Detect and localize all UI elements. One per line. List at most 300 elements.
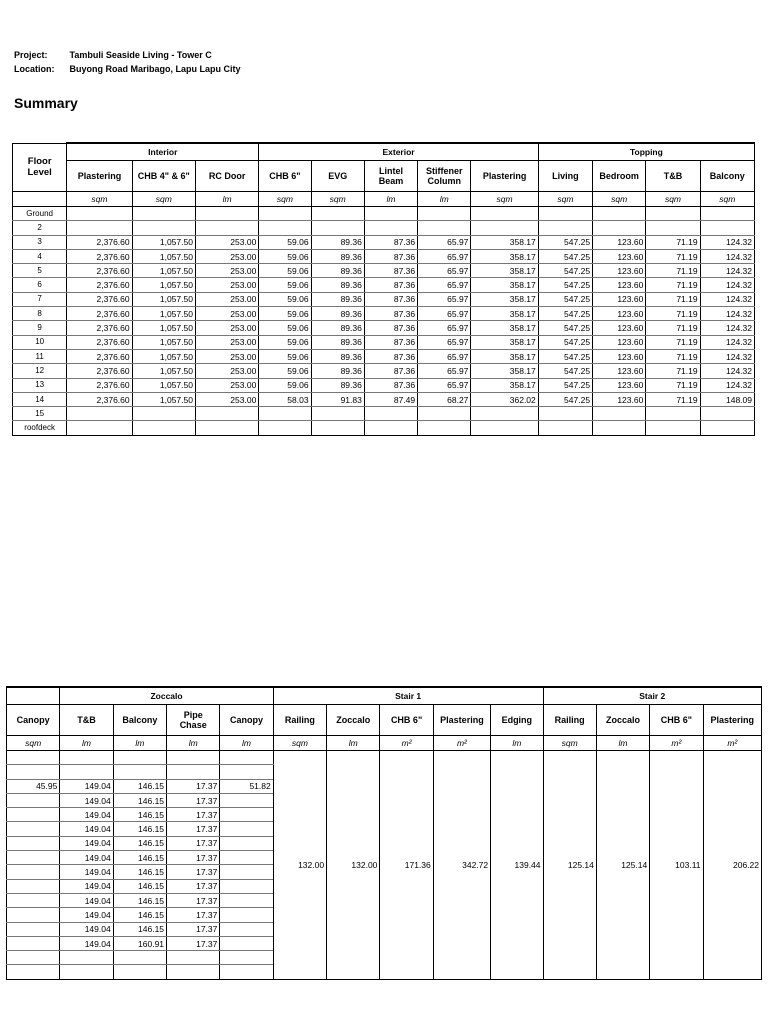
data-cell: [220, 951, 273, 965]
data-cell: [538, 407, 592, 421]
data-cell: 17.37: [167, 808, 220, 822]
table-row: [13, 407, 755, 421]
column-header: T&B: [60, 705, 113, 736]
data-cell: 89.36: [311, 235, 364, 249]
data-cell: 59.06: [259, 264, 311, 278]
column-header: Living: [538, 161, 592, 192]
data-cell: 123.60: [593, 249, 646, 263]
data-cell: 65.97: [418, 235, 471, 249]
data-cell: 2,376.60: [67, 378, 132, 392]
data-cell: 71.19: [646, 307, 700, 321]
data-cell: 547.25: [538, 292, 592, 306]
data-cell: 123.60: [593, 307, 646, 321]
data-cell: 2,376.60: [67, 235, 132, 249]
data-cell: 149.04: [60, 822, 113, 836]
data-cell: [418, 407, 471, 421]
unit-cell: m²: [650, 736, 703, 751]
data-cell: [220, 836, 273, 850]
data-cell: 124.32: [700, 249, 754, 263]
table-row: [13, 235, 755, 249]
floor-level-cell: 5: [13, 264, 67, 278]
data-cell: 65.97: [418, 349, 471, 363]
data-cell: 17.37: [167, 936, 220, 950]
data-cell: 123.60: [593, 292, 646, 306]
data-cell: 547.25: [538, 335, 592, 349]
stair-total-cell: 125.14: [596, 751, 649, 980]
data-cell: [646, 407, 700, 421]
data-cell: 124.32: [700, 378, 754, 392]
data-cell: 17.37: [167, 893, 220, 907]
data-cell: [311, 421, 364, 435]
data-cell: 358.17: [471, 321, 538, 335]
group-interior: Interior: [67, 143, 259, 161]
data-cell: [7, 936, 60, 950]
column-header: Pipe Chase: [167, 705, 220, 736]
data-cell: [60, 951, 113, 965]
group-blank: [7, 687, 60, 705]
data-cell: 87.36: [364, 235, 417, 249]
data-cell: 123.60: [593, 278, 646, 292]
data-cell: 1,057.50: [132, 378, 195, 392]
location-label: Location:: [14, 64, 55, 74]
table-row: [13, 249, 755, 263]
floor-level-cell: 13: [13, 378, 67, 392]
data-cell: 146.15: [113, 822, 166, 836]
data-cell: 89.36: [311, 364, 364, 378]
unit-cell: lm: [167, 736, 220, 751]
data-cell: 124.32: [700, 335, 754, 349]
unit-cell: lm: [60, 736, 113, 751]
data-cell: 253.00: [195, 249, 258, 263]
data-cell: [132, 407, 195, 421]
data-cell: [364, 421, 417, 435]
data-cell: [538, 221, 592, 235]
data-cell: [220, 851, 273, 865]
data-cell: [471, 221, 538, 235]
data-cell: 65.97: [418, 364, 471, 378]
data-cell: 87.36: [364, 264, 417, 278]
unit-cell: sqm: [7, 736, 60, 751]
group-stair2: Stair 2: [543, 687, 761, 705]
data-cell: [132, 207, 195, 221]
unit-cell: m²: [703, 736, 761, 751]
data-cell: 71.19: [646, 392, 700, 406]
data-cell: 2,376.60: [67, 349, 132, 363]
data-cell: [220, 965, 273, 979]
data-cell: 123.60: [593, 321, 646, 335]
data-cell: [167, 751, 220, 765]
data-cell: 71.19: [646, 249, 700, 263]
data-cell: 68.27: [418, 392, 471, 406]
data-cell: 358.17: [471, 264, 538, 278]
data-cell: 358.17: [471, 235, 538, 249]
unit-cell: lm: [195, 192, 258, 207]
data-cell: [646, 221, 700, 235]
data-cell: 89.36: [311, 378, 364, 392]
table-row: [13, 278, 755, 292]
data-cell: 547.25: [538, 378, 592, 392]
data-cell: 51.82: [220, 779, 273, 793]
data-cell: [311, 407, 364, 421]
data-cell: 358.17: [471, 378, 538, 392]
data-cell: 124.32: [700, 307, 754, 321]
data-cell: 87.36: [364, 292, 417, 306]
data-cell: 65.97: [418, 292, 471, 306]
column-header: Canopy: [7, 705, 60, 736]
data-cell: [220, 865, 273, 879]
unit-cell: sqm: [273, 736, 326, 751]
data-cell: 65.97: [418, 321, 471, 335]
data-cell: 358.17: [471, 249, 538, 263]
data-cell: [132, 421, 195, 435]
data-cell: 2,376.60: [67, 278, 132, 292]
data-cell: 123.60: [593, 264, 646, 278]
table-row: [7, 751, 762, 765]
data-cell: 124.32: [700, 292, 754, 306]
group-header-row: [13, 143, 755, 161]
data-cell: [418, 207, 471, 221]
column-header-row: [7, 705, 762, 736]
column-header: CHB 6": [259, 161, 311, 192]
group-header-row: [7, 687, 762, 705]
data-cell: 146.15: [113, 851, 166, 865]
column-header: Bedroom: [593, 161, 646, 192]
column-header: Railing: [543, 705, 596, 736]
data-cell: 253.00: [195, 278, 258, 292]
data-cell: 149.04: [60, 879, 113, 893]
data-cell: 1,057.50: [132, 264, 195, 278]
floor-level-header: Floor Level: [13, 143, 67, 192]
data-cell: [195, 407, 258, 421]
data-cell: 123.60: [593, 335, 646, 349]
table-row: [13, 421, 755, 435]
data-cell: 71.19: [646, 335, 700, 349]
data-cell: 2,376.60: [67, 264, 132, 278]
floor-level-cell: 11: [13, 349, 67, 363]
data-cell: [195, 207, 258, 221]
data-cell: [7, 836, 60, 850]
data-cell: [593, 207, 646, 221]
data-cell: [195, 421, 258, 435]
data-cell: 71.19: [646, 264, 700, 278]
data-cell: 124.32: [700, 235, 754, 249]
data-cell: [113, 751, 166, 765]
group-topping: Topping: [538, 143, 754, 161]
data-cell: 89.36: [311, 264, 364, 278]
data-cell: 1,057.50: [132, 364, 195, 378]
stair-total-cell: 132.00: [327, 751, 380, 980]
data-cell: [418, 221, 471, 235]
data-cell: 124.32: [700, 264, 754, 278]
data-cell: 124.32: [700, 278, 754, 292]
data-cell: [471, 421, 538, 435]
data-cell: [167, 765, 220, 779]
data-cell: [113, 765, 166, 779]
data-cell: 87.49: [364, 392, 417, 406]
project-line: [14, 50, 212, 60]
data-cell: 547.25: [538, 235, 592, 249]
unit-cell: m²: [433, 736, 490, 751]
data-cell: 17.37: [167, 836, 220, 850]
unit-cell: lm: [418, 192, 471, 207]
column-header: EVG: [311, 161, 364, 192]
data-cell: 87.36: [364, 378, 417, 392]
stair-total-cell: 206.22: [703, 751, 761, 980]
data-cell: [220, 793, 273, 807]
unit-cell: lm: [596, 736, 649, 751]
data-cell: 65.97: [418, 378, 471, 392]
column-header: RC Door: [195, 161, 258, 192]
data-cell: 149.04: [60, 851, 113, 865]
data-cell: [67, 407, 132, 421]
unit-cell: sqm: [700, 192, 754, 207]
table-row: [13, 321, 755, 335]
data-cell: [220, 765, 273, 779]
data-cell: [259, 207, 311, 221]
data-cell: 87.36: [364, 321, 417, 335]
floor-level-cell: 7: [13, 292, 67, 306]
data-cell: 59.06: [259, 335, 311, 349]
data-cell: 123.60: [593, 235, 646, 249]
data-cell: 547.25: [538, 349, 592, 363]
stair-total-cell: 139.44: [491, 751, 543, 980]
data-cell: 123.60: [593, 349, 646, 363]
unit-cell: sqm: [593, 192, 646, 207]
data-cell: 1,057.50: [132, 292, 195, 306]
data-cell: 2,376.60: [67, 392, 132, 406]
data-cell: [700, 207, 754, 221]
table-row: [13, 292, 755, 306]
data-cell: 253.00: [195, 392, 258, 406]
data-cell: [7, 751, 60, 765]
summary-table-1: [12, 142, 755, 436]
data-cell: 71.19: [646, 321, 700, 335]
data-cell: 547.25: [538, 278, 592, 292]
data-cell: 1,057.50: [132, 235, 195, 249]
stair-total-cell: 103.11: [650, 751, 703, 980]
data-cell: 146.15: [113, 922, 166, 936]
data-cell: 148.09: [700, 392, 754, 406]
units-row: [13, 192, 755, 207]
data-cell: [700, 221, 754, 235]
data-cell: 87.36: [364, 335, 417, 349]
data-cell: 253.00: [195, 307, 258, 321]
unit-cell: sqm: [259, 192, 311, 207]
unit-cell: sqm: [471, 192, 538, 207]
data-cell: 89.36: [311, 292, 364, 306]
data-cell: 146.15: [113, 893, 166, 907]
data-cell: 89.36: [311, 249, 364, 263]
data-cell: 59.06: [259, 292, 311, 306]
group-exterior: Exterior: [259, 143, 538, 161]
data-cell: [7, 765, 60, 779]
data-cell: 146.15: [113, 779, 166, 793]
data-cell: [364, 221, 417, 235]
data-cell: 149.04: [60, 936, 113, 950]
data-cell: [259, 407, 311, 421]
data-cell: 253.00: [195, 378, 258, 392]
data-cell: 146.15: [113, 808, 166, 822]
data-cell: 71.19: [646, 292, 700, 306]
table-row: [13, 221, 755, 235]
data-cell: 17.37: [167, 779, 220, 793]
data-cell: 65.97: [418, 278, 471, 292]
data-cell: 71.19: [646, 235, 700, 249]
data-cell: 89.36: [311, 349, 364, 363]
data-cell: 1,057.50: [132, 335, 195, 349]
data-cell: 65.97: [418, 249, 471, 263]
data-cell: 2,376.60: [67, 292, 132, 306]
data-cell: 1,057.50: [132, 321, 195, 335]
data-cell: 59.06: [259, 349, 311, 363]
data-cell: 1,057.50: [132, 349, 195, 363]
data-cell: 1,057.50: [132, 278, 195, 292]
data-cell: 124.32: [700, 364, 754, 378]
floor-level-cell: 14: [13, 392, 67, 406]
floor-level-cell: 2: [13, 221, 67, 235]
data-cell: [220, 893, 273, 907]
data-cell: 149.04: [60, 836, 113, 850]
floor-level-cell: 10: [13, 335, 67, 349]
data-cell: 149.04: [60, 793, 113, 807]
stair-total-cell: 342.72: [433, 751, 490, 980]
data-cell: 87.36: [364, 349, 417, 363]
data-cell: [195, 221, 258, 235]
data-cell: 253.00: [195, 349, 258, 363]
data-cell: 123.60: [593, 364, 646, 378]
data-cell: 149.04: [60, 908, 113, 922]
data-cell: 59.06: [259, 278, 311, 292]
data-cell: 124.32: [700, 349, 754, 363]
unit-cell: sqm: [543, 736, 596, 751]
data-cell: [364, 207, 417, 221]
data-cell: 59.06: [259, 364, 311, 378]
table-row: [13, 349, 755, 363]
data-cell: [418, 421, 471, 435]
data-cell: [593, 407, 646, 421]
data-cell: [311, 207, 364, 221]
data-cell: 547.25: [538, 249, 592, 263]
data-cell: [220, 808, 273, 822]
column-header-row: [13, 161, 755, 192]
unit-cell: sqm: [538, 192, 592, 207]
data-cell: 59.06: [259, 235, 311, 249]
data-cell: 59.06: [259, 249, 311, 263]
data-cell: [259, 421, 311, 435]
data-cell: 146.15: [113, 793, 166, 807]
data-cell: [220, 908, 273, 922]
data-cell: 17.37: [167, 822, 220, 836]
data-cell: [220, 822, 273, 836]
column-header: Canopy: [220, 705, 273, 736]
floor-level-cell: roofdeck: [13, 421, 67, 435]
unit-cell: sqm: [132, 192, 195, 207]
data-cell: 17.37: [167, 865, 220, 879]
data-cell: [538, 421, 592, 435]
data-cell: 71.19: [646, 378, 700, 392]
data-cell: 123.60: [593, 392, 646, 406]
unit-cell: m²: [380, 736, 433, 751]
table-row: [13, 378, 755, 392]
data-cell: 547.25: [538, 364, 592, 378]
floor-level-cell: 9: [13, 321, 67, 335]
data-cell: 59.06: [259, 378, 311, 392]
data-cell: 149.04: [60, 893, 113, 907]
data-cell: [7, 908, 60, 922]
floor-level-cell: 4: [13, 249, 67, 263]
unit-cell: lm: [491, 736, 543, 751]
data-cell: [364, 407, 417, 421]
project-label: Project:: [14, 50, 48, 60]
data-cell: 358.17: [471, 278, 538, 292]
data-cell: 146.15: [113, 865, 166, 879]
data-cell: 358.17: [471, 364, 538, 378]
data-cell: 253.00: [195, 364, 258, 378]
unit-cell: lm: [113, 736, 166, 751]
data-cell: 17.37: [167, 908, 220, 922]
data-cell: [113, 965, 166, 979]
floor-level-cell: 6: [13, 278, 67, 292]
data-cell: 58.03: [259, 392, 311, 406]
column-header: CHB 6": [380, 705, 433, 736]
data-cell: 253.00: [195, 292, 258, 306]
data-cell: 547.25: [538, 321, 592, 335]
data-cell: 71.19: [646, 364, 700, 378]
data-cell: 2,376.60: [67, 249, 132, 263]
data-cell: 87.36: [364, 364, 417, 378]
data-cell: [7, 879, 60, 893]
data-cell: [646, 207, 700, 221]
data-cell: [7, 851, 60, 865]
floor-level-cell: 8: [13, 307, 67, 321]
location-line: [14, 64, 241, 74]
data-cell: [67, 421, 132, 435]
column-header: Stiffener Column: [418, 161, 471, 192]
summary-table-2: [6, 686, 762, 980]
data-cell: 17.37: [167, 922, 220, 936]
data-cell: 2,376.60: [67, 364, 132, 378]
unit-cell: sqm: [67, 192, 132, 207]
data-cell: [167, 965, 220, 979]
floor-level-cell: Ground: [13, 207, 67, 221]
data-cell: 71.19: [646, 278, 700, 292]
data-cell: [220, 879, 273, 893]
data-cell: [7, 822, 60, 836]
data-cell: 65.97: [418, 264, 471, 278]
data-cell: 123.60: [593, 378, 646, 392]
data-cell: [7, 965, 60, 979]
data-cell: 358.17: [471, 335, 538, 349]
data-cell: [7, 793, 60, 807]
data-cell: 149.04: [60, 865, 113, 879]
group-zoccalo: Zoccalo: [60, 687, 273, 705]
data-cell: 124.32: [700, 321, 754, 335]
column-header: Edging: [491, 705, 543, 736]
data-cell: 358.17: [471, 349, 538, 363]
data-cell: 1,057.50: [132, 249, 195, 263]
table-row: [13, 307, 755, 321]
data-cell: 253.00: [195, 321, 258, 335]
data-cell: [7, 922, 60, 936]
table-row: [13, 207, 755, 221]
data-cell: 71.19: [646, 349, 700, 363]
table-row: [13, 392, 755, 406]
data-cell: [7, 808, 60, 822]
data-cell: 1,057.50: [132, 307, 195, 321]
data-cell: 89.36: [311, 278, 364, 292]
data-cell: [220, 936, 273, 950]
column-header: CHB 6": [650, 705, 703, 736]
